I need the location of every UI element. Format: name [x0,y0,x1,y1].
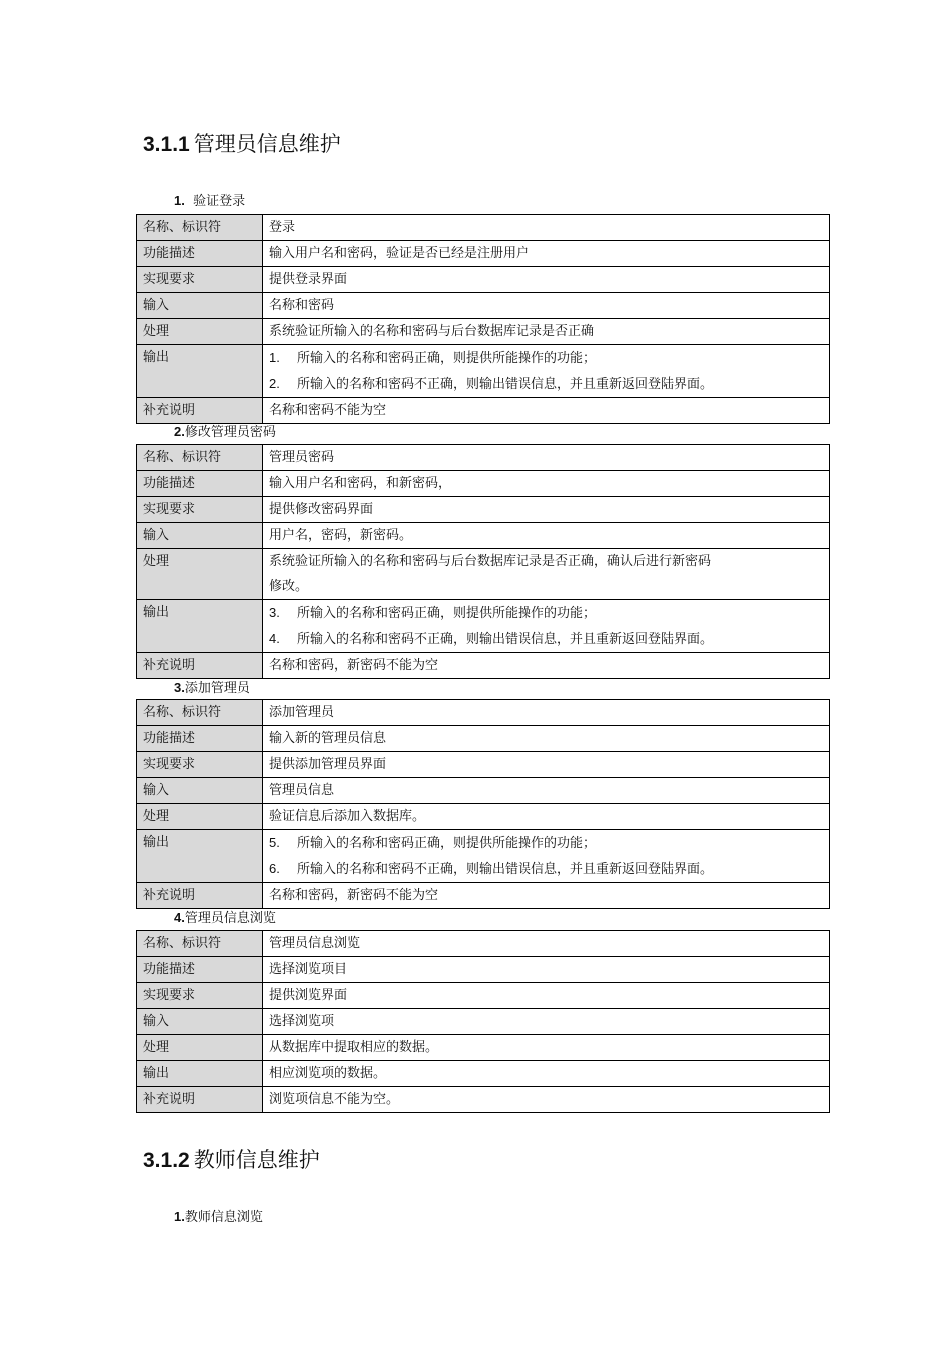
row-value: 名称和密码，新密码不能为空 [263,653,830,679]
row-value: 管理员信息 [263,778,830,804]
row-value: 系统验证所输入的名称和密码与后台数据库记录是否正确 [263,319,830,345]
subsection-heading-2: 2.修改管理员密码 [174,424,276,440]
table-row [137,931,830,957]
table-row [137,726,830,752]
row-value-list [263,830,830,883]
row-label: 功能描述 [137,471,263,497]
row-label: 处理 [137,804,263,830]
row-label: 补充说明 [137,883,263,909]
row-label: 名称、标识符 [137,445,263,471]
list-item: 2. 所输入的名称和密码不正确，则输出错误信息，并且重新返回登陆界面。 [269,376,714,392]
row-label: 输出 [137,1061,263,1087]
table-row [137,778,830,804]
table-row [137,398,830,424]
table-row [137,983,830,1009]
row-value: 选择浏览项目 [263,957,830,983]
spec-table-add-admin [136,699,830,909]
row-value: 输入新的管理员信息 [263,726,830,752]
row-label: 实现要求 [137,752,263,778]
row-label: 功能描述 [137,726,263,752]
table-row [137,319,830,345]
table-row [137,752,830,778]
table-row [137,549,830,600]
row-label: 处理 [137,319,263,345]
row-value: 用户名，密码，新密码。 [263,523,830,549]
row-label: 名称、标识符 [137,700,263,726]
table-row [137,1061,830,1087]
subsection-heading-teacher-browse: 1.教师信息浏览 [174,1209,263,1225]
row-label: 输出 [137,830,263,883]
row-value: 名称和密码不能为空 [263,398,830,424]
row-value: 名称和密码 [263,293,830,319]
subsection-heading-1: 1. 验证登录 [174,193,246,209]
row-label: 补充说明 [137,653,263,679]
section-title: 教师信息维护 [193,1148,320,1172]
row-value-list [263,345,830,398]
row-value: 输入用户名和密码，验证是否已经是注册用户 [263,241,830,267]
section-number: 3.1.2 [143,1149,190,1172]
row-label: 处理 [137,549,263,600]
table-row [137,345,830,398]
subsection-heading-4: 4.管理员信息浏览 [174,910,276,926]
table-row [137,497,830,523]
row-label: 名称、标识符 [137,931,263,957]
list-item: 5. 所输入的名称和密码正确，则提供所能操作的功能； [269,835,597,851]
section-title: 管理员信息维护 [193,132,341,156]
table-row [137,830,830,883]
section-heading-3-1-2 [143,1147,320,1174]
table-row [137,293,830,319]
row-value: 提供登录界面 [263,267,830,293]
row-value: 添加管理员 [263,700,830,726]
row-label: 输出 [137,345,263,398]
table-row [137,241,830,267]
row-label: 功能描述 [137,957,263,983]
row-label: 输入 [137,293,263,319]
row-label: 实现要求 [137,267,263,293]
section-number: 3.1.1 [143,133,190,156]
table-row [137,523,830,549]
row-label: 名称、标识符 [137,215,263,241]
table-row [137,700,830,726]
section-heading-3-1-1 [143,131,341,158]
table-row [137,653,830,679]
table-row [137,1087,830,1113]
list-item: 6. 所输入的名称和密码不正确，则输出错误信息，并且重新返回登陆界面。 [269,861,714,877]
row-label: 输入 [137,1009,263,1035]
table-row [137,215,830,241]
table-row [137,1035,830,1061]
row-value: 提供浏览界面 [263,983,830,1009]
table-row [137,957,830,983]
table-row [137,445,830,471]
row-value: 选择浏览项 [263,1009,830,1035]
row-value-list [263,600,830,653]
row-value: 管理员密码 [263,445,830,471]
row-value: 登录 [263,215,830,241]
list-item: 1. 所输入的名称和密码正确，则提供所能操作的功能； [269,350,597,366]
row-value: 浏览项信息不能为空。 [263,1087,830,1113]
row-label: 实现要求 [137,983,263,1009]
row-value: 输入用户名和密码，和新密码， [263,471,830,497]
table-row [137,267,830,293]
row-label: 输入 [137,778,263,804]
row-label: 处理 [137,1035,263,1061]
row-label: 补充说明 [137,398,263,424]
spec-table-admin-browse [136,930,830,1113]
row-label: 输出 [137,600,263,653]
row-label: 补充说明 [137,1087,263,1113]
row-value: 系统验证所输入的名称和密码与后台数据库记录是否正确，确认后进行新密码 修改。 [263,549,830,600]
table-row [137,600,830,653]
table-row [137,883,830,909]
list-item: 4. 所输入的名称和密码不正确，则输出错误信息，并且重新返回登陆界面。 [269,631,714,647]
list-item: 3. 所输入的名称和密码正确，则提供所能操作的功能； [269,605,597,621]
subsection-heading-3: 3.添加管理员 [174,680,250,696]
table-row [137,804,830,830]
row-label: 输入 [137,523,263,549]
table-row [137,1009,830,1035]
row-label: 实现要求 [137,497,263,523]
spec-table-login [136,214,830,424]
row-value: 名称和密码，新密码不能为空 [263,883,830,909]
row-value: 相应浏览项的数据。 [263,1061,830,1087]
row-value: 验证信息后添加入数据库。 [263,804,830,830]
row-value: 管理员信息浏览 [263,931,830,957]
row-label: 功能描述 [137,241,263,267]
table-row [137,471,830,497]
row-value: 从数据库中提取相应的数据。 [263,1035,830,1061]
row-value: 提供添加管理员界面 [263,752,830,778]
row-value: 提供修改密码界面 [263,497,830,523]
spec-table-change-password [136,444,830,679]
